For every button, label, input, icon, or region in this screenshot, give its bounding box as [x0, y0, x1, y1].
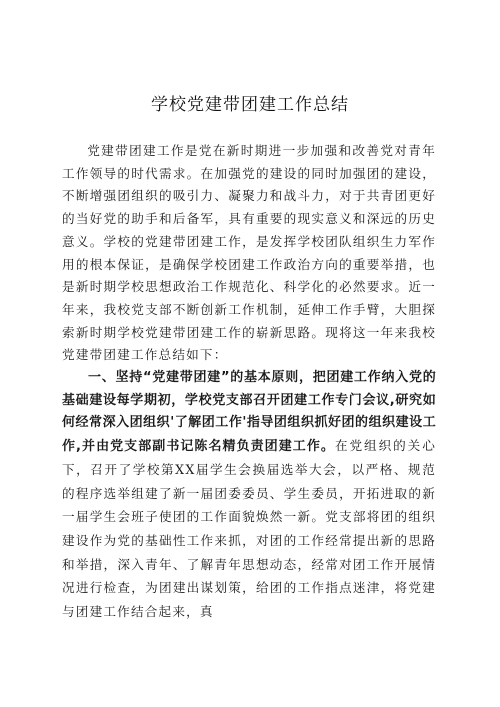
paragraph-intro: 党建带团建工作是党在新时期进一步加强和改善党对青年工作领导的时代需求。在加强党的建设的同时加强团的建设，不断增强团组织的吸引力、凝聚力和战斗力，对于共青团更好的当好党的助手和后备军，具有重要的现实意义和深远的历史意义。学校的党建带团建工作，是发挥学校团队组织生力军作用的根本保证，是确保学校团建工作政治方向的重要举措，也是新时期学校思想政治工作规范化、科学化的必然要求。近一年来，我校党支部不断创新工作机制，延伸工作手臂，大胆探索新时期学校党建带团建工作的崭新思路。现将这一年来我校党建带团建工作总结如下：	[62, 143, 436, 363]
section-one-heading: 一、坚持“党建带团建”的基本原则，把团建工作纳入党的基础建设每学期初，学校党支部召开团建工作专门会议,研究如何经常深入团组织'了解团工作'指导团组织抓好团的组织建设工作,并由党支部副书记陈名精负责团建工作。	[62, 370, 436, 455]
section-one-body: 在党组织的关心下，召开了学校第XX届学生会换届选举大会，以严格、规范的程序选举组建了新一届团委委员、学生委员，开拓进取的新一届学生会班子使团的工作面貌焕然一新。党支部将团的组织建设作为党的基础性工作来抓，对团的工作经常提出新的思路和举措，深入青年、了解青年思想动态，经常对团工作开展情况进行检查，为团建出谋划策，给团的工作指点迷津，将党建与团建工作结合起来，真	[62, 438, 436, 620]
document-body	[62, 140, 436, 625]
paragraph-section-one	[62, 367, 436, 625]
document-title: 学校党建带团建工作总结	[151, 95, 349, 115]
